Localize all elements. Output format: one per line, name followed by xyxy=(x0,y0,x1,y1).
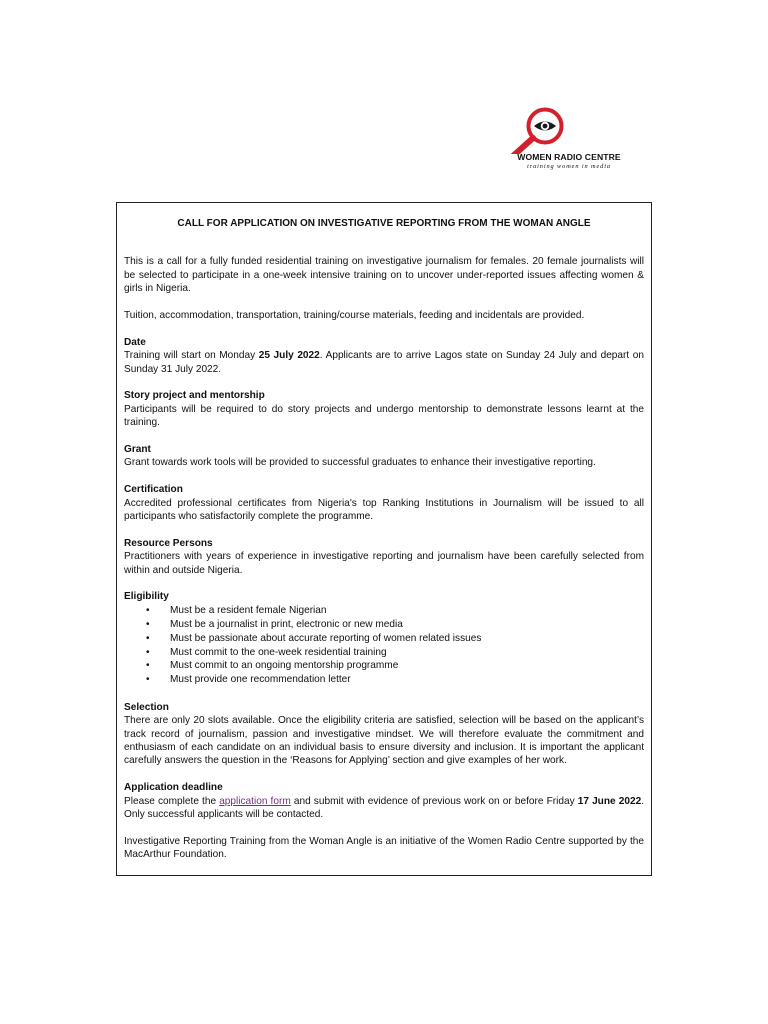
story-project-heading: Story project and mentorship xyxy=(124,390,265,402)
logo-name: WOMEN RADIO CENTRE xyxy=(517,152,621,162)
document-title: CALL FOR APPLICATION ON INVESTIGATIVE REPORTING FROM THE WOMAN ANGLE xyxy=(177,218,591,229)
list-item-text: Must provide one recommendation letter xyxy=(170,674,351,686)
date-heading: Date xyxy=(124,336,146,348)
selection-heading: Selection xyxy=(124,701,169,713)
deadline-date: 17 June 2022 xyxy=(577,795,642,807)
list-item xyxy=(124,646,644,660)
deadline-paragraph xyxy=(124,795,644,822)
selection-paragraph: There are only 20 slots available. Once the eligibility criteria are satisfied, selection will be based on the applicant’s track record of journalism, passion and investigative mindset. We will therefore evaluate the commitment and enthusiasm of each candidate on an individual basis to ensure diversity and inclusion. It is important the applicant carefully answers the question in the ‘Reasons for Applying’ section and give examples of her work. xyxy=(124,715,644,767)
list-item xyxy=(124,618,644,632)
logo xyxy=(506,104,632,174)
bullet-icon: • xyxy=(146,632,150,644)
deadline-text-mid: and submit with evidence of previous work on or before Friday xyxy=(290,795,578,807)
list-item xyxy=(124,632,644,646)
resource-persons-heading: Resource Persons xyxy=(124,537,213,549)
document-box xyxy=(116,202,652,876)
start-date: 25 July 2022 xyxy=(258,350,320,362)
deadline-text-post: . Only successful applicants will be contacted. xyxy=(124,795,645,820)
list-item-text: Must be a journalist in print, electronic or new media xyxy=(170,618,403,630)
grant-heading: Grant xyxy=(124,444,151,456)
bullet-icon: • xyxy=(146,646,150,658)
date-text-pre: Training will start on Monday xyxy=(124,350,259,362)
list-item xyxy=(124,659,644,673)
magnifier-eye-icon xyxy=(506,104,632,154)
certification-heading: Certification xyxy=(124,484,183,496)
story-project-paragraph: Participants will be required to do story projects and undergo mentorship to demonstrate lessons learnt at the training. xyxy=(124,403,644,429)
bullet-icon: • xyxy=(146,604,150,616)
certification-paragraph: Accredited professional certificates from Nigeria's top Ranking Institutions in Journalism will be issued to all participants who satisfactorily complete the programme. xyxy=(124,497,644,523)
list-item-text: Must be passionate about accurate reporting of women related issues xyxy=(170,632,482,644)
deadline-heading: Application deadline xyxy=(124,782,223,794)
resource-persons-paragraph: Practitioners with years of experience in investigative reporting and journalism have been carefully selected from within and outside Nigeria. xyxy=(124,551,644,576)
date-text-post: . Applicants are to arrive Lagos state on Sunday 24 July and depart on Sunday 31 July 2022. xyxy=(124,350,644,375)
bullet-icon: • xyxy=(146,618,150,630)
footer-paragraph: Investigative Reporting Training from the Woman Angle is an initiative of the Women Radio Centre supported by the MacArthur Foundation. xyxy=(124,835,644,861)
logo-tagline: training women in media xyxy=(527,163,611,170)
provisions-paragraph: Tuition, accommodation, transportation, training/course materials, feeding and incidentals are provided. xyxy=(124,310,585,322)
eligibility-heading: Eligibility xyxy=(124,591,169,603)
eligibility-list xyxy=(124,604,644,687)
bullet-icon: • xyxy=(146,660,150,672)
list-item-text: Must commit to an ongoing mentorship programme xyxy=(170,660,399,672)
intro-paragraph: This is a call for a fully funded residential training on investigative journalism for females. 20 female journalists will be selected to participate in a one-week intensive training on to uncover under-reported issues affecting women & girls in Nigeria. xyxy=(124,256,644,295)
list-item xyxy=(124,604,644,618)
date-paragraph xyxy=(124,349,644,376)
grant-paragraph: Grant towards work tools will be provided to successful graduates to enhance their investigative reporting. xyxy=(124,457,596,469)
list-item-text: Must be a resident female Nigerian xyxy=(170,604,327,616)
bullet-icon: • xyxy=(146,674,150,686)
list-item-text: Must commit to the one-week residential training xyxy=(170,646,387,658)
deadline-text-pre: Please complete the xyxy=(124,795,220,807)
application-form-link[interactable]: application form xyxy=(219,795,291,807)
list-item xyxy=(124,673,644,687)
